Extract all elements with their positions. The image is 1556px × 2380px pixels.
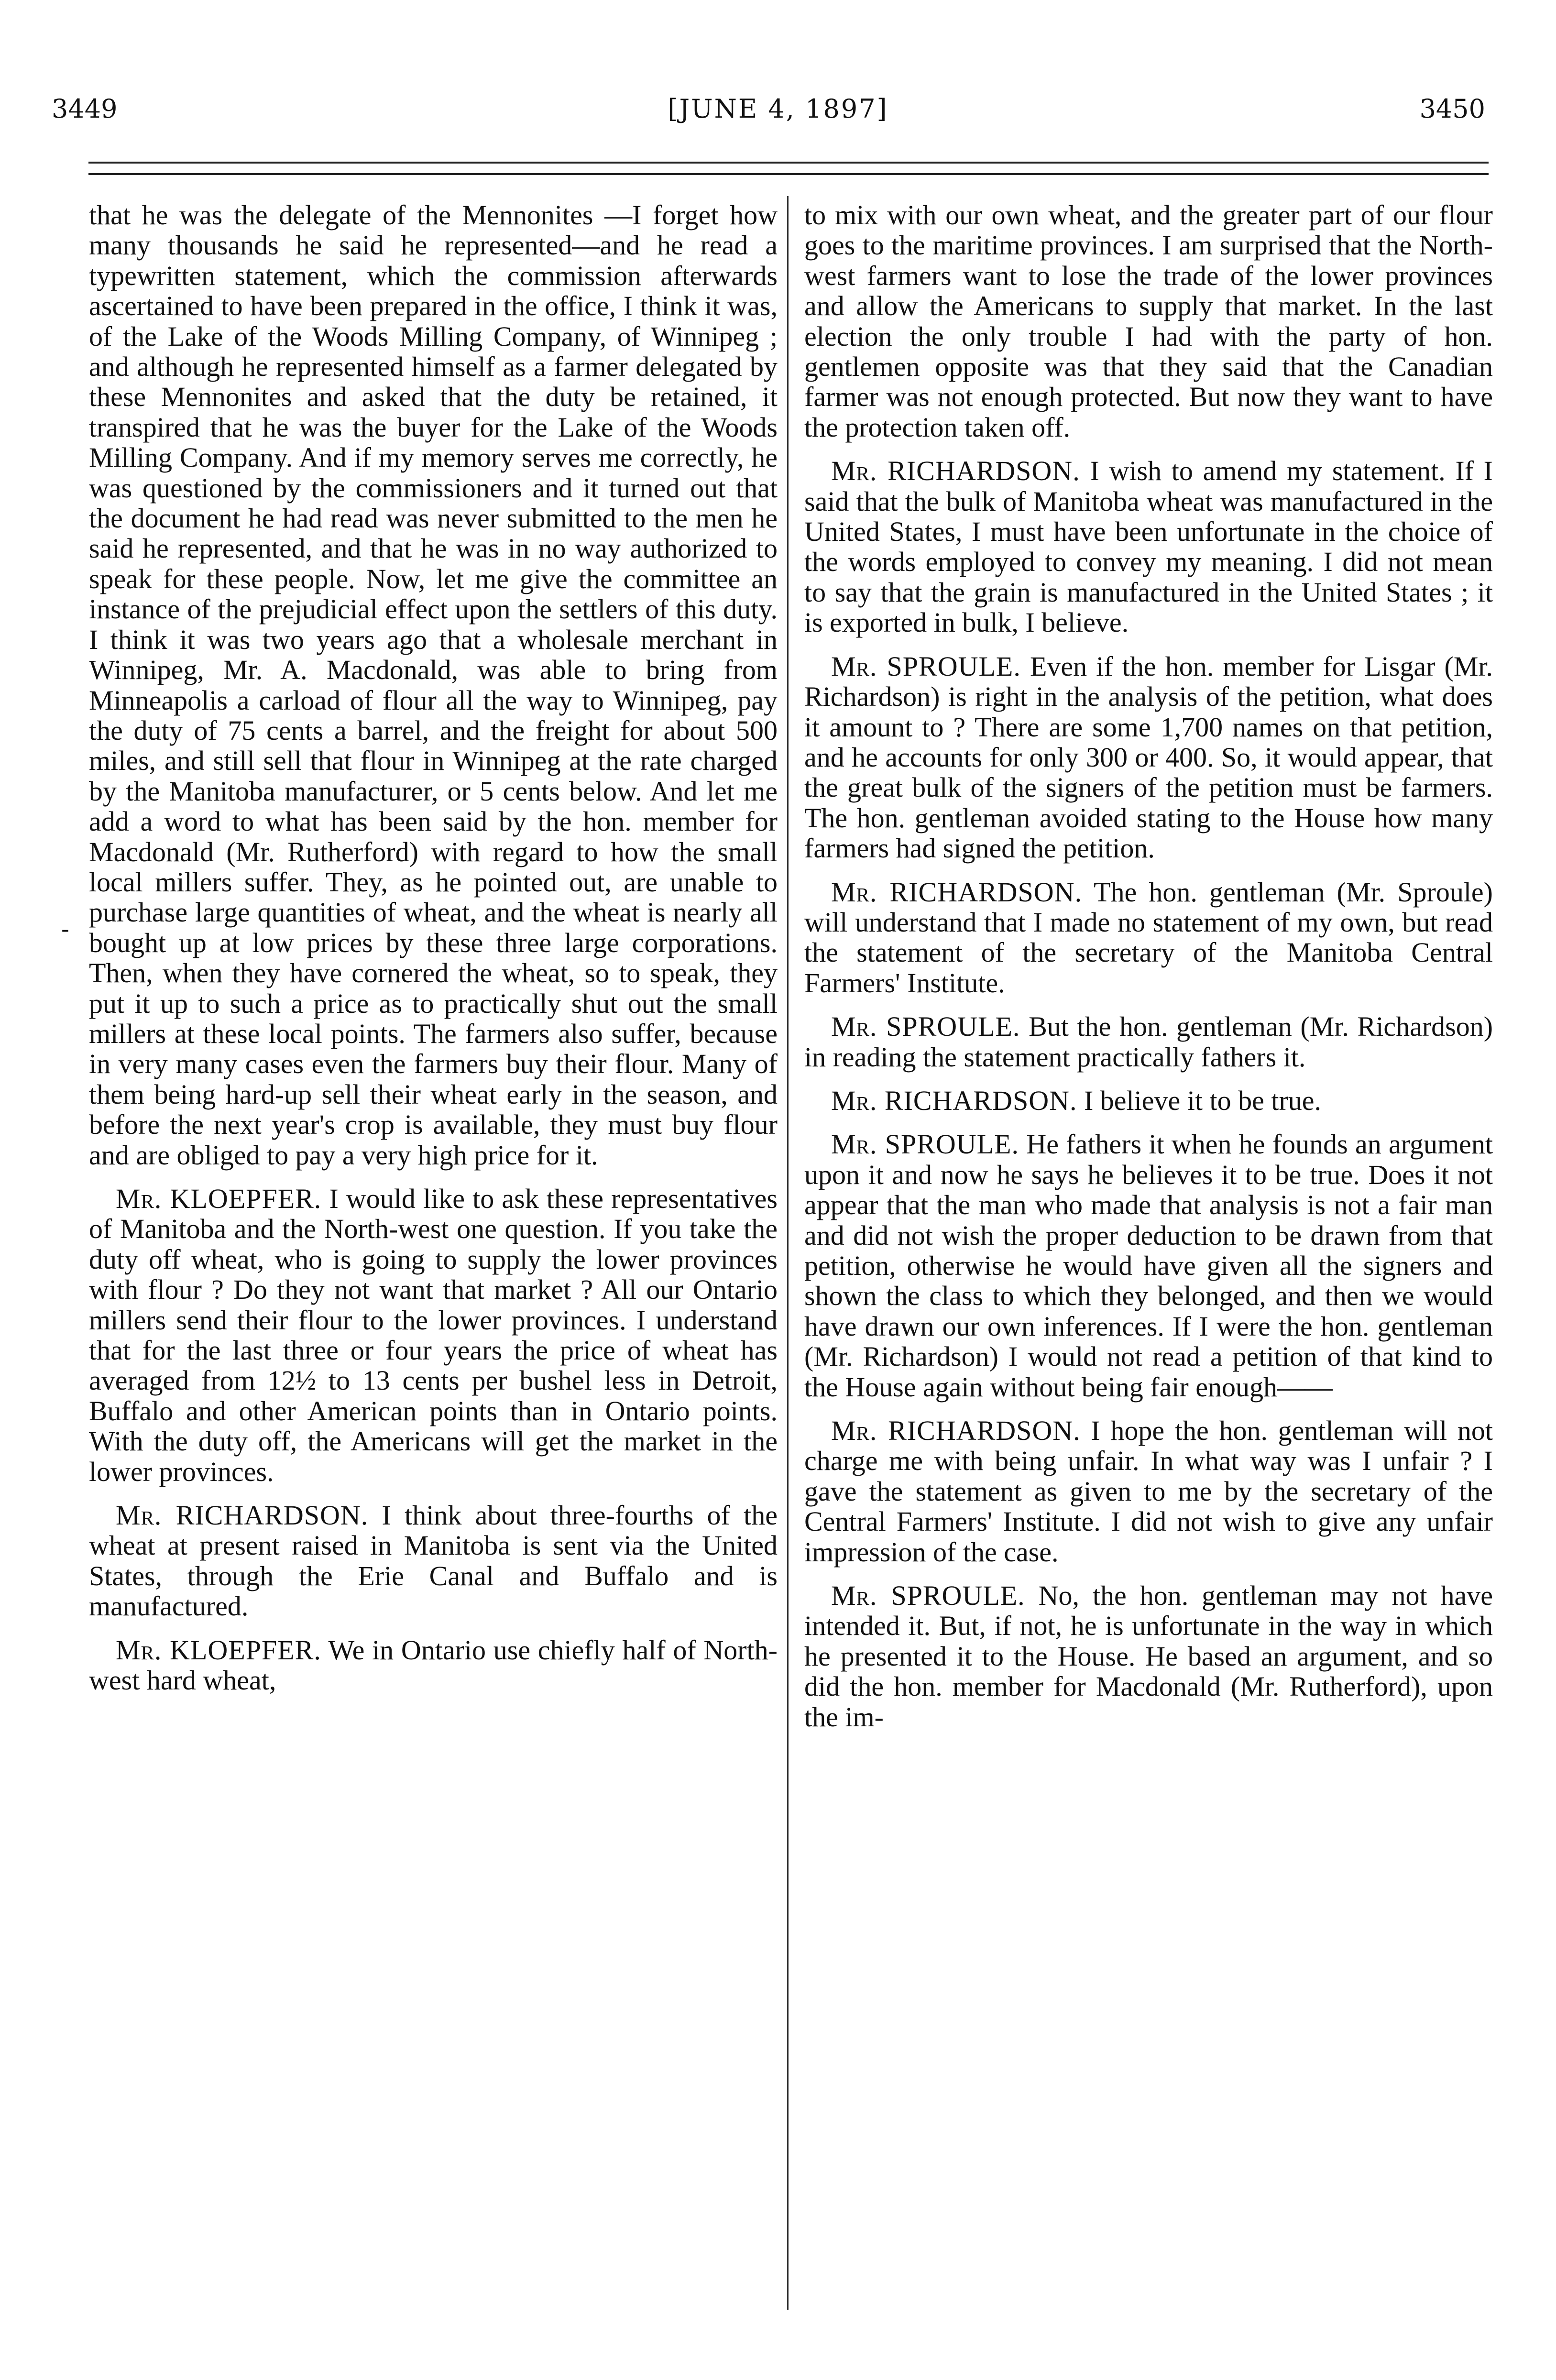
speech-paragraph [89,1184,778,1487]
speech-text: I wish to amend my statement. If I said that the bulk of Manitoba wheat was manufactured in the United States, I must have been unfortunate in the choice of the words employed to convey my meaning. I did not mean to say that the grain is manufactured in the United States ; it is exported in bulk, I believe. [804,455,1493,638]
speech-text: I think about three-fourths of the wheat at present raised in Manitoba is sent via the United States, through the Erie Canal and Buffalo and is manufactured. [89,1500,778,1622]
page-number-left: 3449 [52,94,118,124]
speech-text: We in Ontario use chiefly half of North-west hard wheat, [89,1634,778,1696]
speech-paragraph [89,200,778,1170]
speaker-name: Mr. RICHARDSON. [831,1415,1081,1447]
speaker-name: Mr. RICHARDSON. [831,876,1083,908]
speaker-name: Mr. KLOEPFER. [116,1183,322,1214]
page-header [0,84,1556,137]
speech-text: I would like to ask these representatives of Manitoba and the North-west one question. If you take the duty off wheat, who is going to supply the lower provinces with flour ? Do they not want that market ? All our Ontario millers send their flour to the lower provinces. I understand that for the last three or four years the price of wheat has averaged from 12½ to 13 cents per bushel less in Detroit, Buffalo and other American points than in Ontario points. With the duty off, the Americans will get the market in the lower provinces. [89,1183,778,1487]
left-column [89,200,778,1709]
page-date: [JUNE 4, 1897] [668,94,888,124]
speech-paragraph [89,1500,778,1622]
speaker-name: Mr. SPROULE. [831,1011,1020,1042]
speech-text: I hope the hon. gentleman will not charge me with being unfair. In what way was I unfair ? I gave the statement as given to me by the secretary of the Central Farmers' Institute. I did not wish to give any unfair impression of the case. [804,1415,1493,1568]
column-divider [787,196,789,2310]
speech-paragraph [804,651,1493,864]
speech-paragraph [804,1580,1493,1732]
speech-paragraph [804,456,1493,637]
speaker-name: Mr. RICHARDSON. [116,1500,369,1531]
page-number-right: 3450 [1419,94,1485,124]
speech-text: No, the hon. gentleman may not have intended it. But, if not, he is unfortunate in the way in which he presented it to the House. He based an argument, and so did the hon. member for Macdonald (Mr. Rutherford), upon the im- [804,1580,1493,1733]
speech-paragraph [804,1011,1493,1072]
margin-mark: - [61,915,69,943]
speaker-name: Mr. RICHARDSON. [831,455,1080,487]
speech-text: Even if the hon. member for Lisgar (Mr. Richardson) is right in the analysis of the petition, what does it amount to ? There are some 1,700 names on that petition, and he accounts for only 300 or 400. So, it would appear, that the great bulk of the signers of the petition must be farmers. The hon. gentleman avoided stating to the House how many farmers had signed the petition. [804,650,1493,864]
speech-text: to mix with our own wheat, and the greater part of our flour goes to the maritime provinces. I am surprised that the North-west farmers want to lose the trade of the lower provinces and allow the Americans to supply that market. In the last election the only trouble I had with the party of hon. gentlemen opposite was that they said that the Canadian farmer was not enough protected. But now they want to have the protection taken off. [804,199,1493,443]
right-column [804,200,1493,1745]
speech-paragraph [804,1415,1493,1567]
speech-text: The hon. gentleman (Mr. Sproule) will understand that I made no statement of my own, but read the statement of the secretary of the Manitoba Central Farmers' Institute. [804,876,1493,998]
header-rule-top [88,162,1489,164]
speech-paragraph [804,1129,1493,1402]
speaker-name: Mr. KLOEPFER. [116,1634,321,1666]
speaker-name: Mr. SPROULE. [831,650,1021,682]
speech-text: I believe it to be true. [1084,1085,1322,1116]
speech-paragraph [804,200,1493,442]
speaker-name: Mr. SPROULE. [831,1580,1025,1612]
speech-paragraph [89,1635,778,1696]
speaker-name: Mr. SPROULE. [831,1129,1019,1160]
speech-text: But the hon. gentleman (Mr. Richardson) in reading the statement practically fathers it. [804,1011,1493,1073]
speaker-name: Mr. RICHARDSON. [831,1085,1077,1116]
speech-paragraph [804,877,1493,998]
speech-paragraph [804,1086,1493,1116]
header-rule-bottom [88,173,1489,175]
speech-text: that he was the delegate of the Mennonites —I forget how many thousands he said he represented—and he read a typewritten statement, which the commission afterwards ascertained to have been prepared in the office, I think it was, of the Lake of the Woods Milling Company, of Winnipeg ; and although he represented himself as a farmer delegated by these Mennonites and asked that the duty be retained, it transpired that he was the buyer for the Lake of the Woods Milling Company. And if my memory serves me correctly, he was questioned by the commissioners and it turned out that the document he had read was never submitted to the men he said he represented, and that he was in no way authorized to speak for these people. Now, let me give the committee an instance of the prejudicial effect upon the settlers of this duty. I think it was two years ago that a wholesale merchant in Winnipeg, Mr. A. Macdonald, was able to bring from Minneapolis a carload of flour all the way to Winnipeg, pay the duty of 75 cents a barrel, and the freight for about 500 miles, and still sell that flour in Winnipeg at the rate charged by the Manitoba manufacturer, or 5 cents below. And let me add a word to what has been said by the hon. member for Macdonald (Mr. Rutherford) with regard to how the small local millers suffer. They, as he pointed out, are unable to purchase large quantities of wheat, and the wheat is nearly all bought up at low prices by these three large corporations. Then, when they have cornered the wheat, so to speak, they put it up to such a price as to practically shut out the small millers at these local points. The farmers also suffer, because in very many cases even the farmers buy their flour. Many of them being hard-up sell their wheat early in the season, and before the next year's crop is available, they must buy flour and are obliged to pay a very high price for it. [89,199,778,1171]
speech-text: He fathers it when he founds an argument upon it and now he says he believes it to be true. Does it not appear that the man who made that analysis is not a fair man and did not wish the proper deduction to be drawn from that petition, otherwise he would have given all the signers and shown the class to which they belonged, and then we would have drawn our own inferences. If I were the hon. gentleman (Mr. Richardson) I would not read a petition of that kind to the House again without being fair enough—— [804,1129,1493,1403]
